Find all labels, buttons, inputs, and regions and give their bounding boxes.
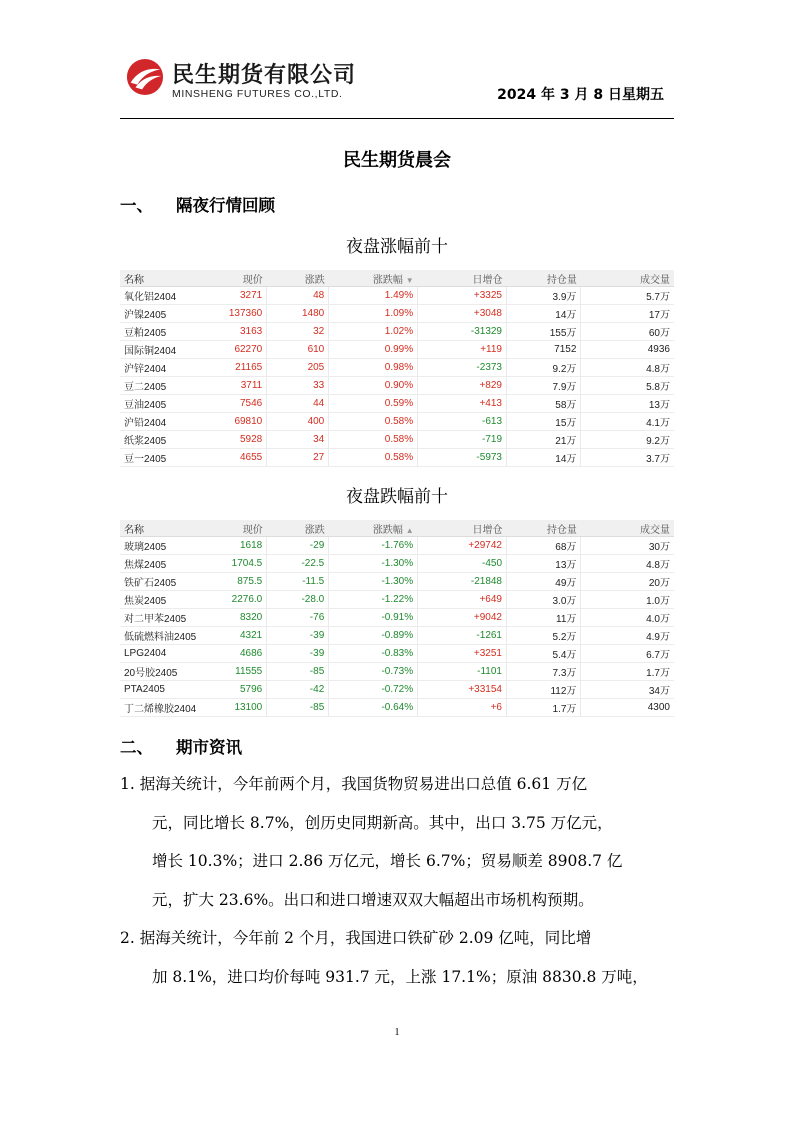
cell-change: -85 <box>267 663 329 681</box>
cell-open-interest: 155万 <box>507 323 581 341</box>
section-title: 期市资讯 <box>176 738 242 757</box>
table-row[interactable] <box>120 377 674 395</box>
cell-open-interest: 49万 <box>507 573 581 591</box>
cell-change: -28.0 <box>267 591 329 609</box>
minsheng-logo-icon <box>126 58 164 96</box>
cell-name: 低硫燃料油2405 <box>120 627 219 645</box>
cell-open-interest: 7.9万 <box>507 377 581 395</box>
cell-price: 137360 <box>219 305 267 323</box>
cell-volume: 4.8万 <box>581 359 674 377</box>
table-row[interactable] <box>120 627 674 645</box>
cell-oi-change: +29742 <box>418 537 507 555</box>
cell-oi-change: +3048 <box>418 305 507 323</box>
table-row[interactable] <box>120 323 674 341</box>
column-header-price[interactable]: 现价 <box>219 520 267 537</box>
cell-change: -11.5 <box>267 573 329 591</box>
cell-change: -29 <box>267 537 329 555</box>
cell-name: 豆粕2405 <box>120 323 219 341</box>
cell-price: 7546 <box>219 395 267 413</box>
table-row[interactable] <box>120 609 674 627</box>
cell-open-interest: 5.4万 <box>507 645 581 663</box>
cell-oi-change: -2373 <box>418 359 507 377</box>
cell-change-pct: 0.59% <box>329 395 418 413</box>
table-header-row <box>120 520 674 537</box>
cell-oi-change: +3325 <box>418 287 507 305</box>
news-item-2 <box>120 919 676 996</box>
section-title: 隔夜行情回顾 <box>176 196 275 215</box>
cell-change-pct: -0.73% <box>329 663 418 681</box>
table-row[interactable] <box>120 395 674 413</box>
cell-price: 21165 <box>219 359 267 377</box>
table-row[interactable] <box>120 431 674 449</box>
cell-oi-change: +649 <box>418 591 507 609</box>
cell-change: -39 <box>267 627 329 645</box>
cell-name: 焦煤2405 <box>120 555 219 573</box>
cell-change: 1480 <box>267 305 329 323</box>
cell-change-pct: 0.90% <box>329 377 418 395</box>
cell-price: 5796 <box>219 681 267 699</box>
cell-change-pct: -1.30% <box>329 555 418 573</box>
gainers-table <box>120 270 674 467</box>
header-divider <box>120 118 674 119</box>
losers-table <box>120 520 674 717</box>
table-row[interactable] <box>120 573 674 591</box>
column-header-open-interest[interactable]: 持仓量 <box>507 270 581 287</box>
table-row[interactable] <box>120 413 674 431</box>
cell-change-pct: -1.22% <box>329 591 418 609</box>
news-line: 元，同比增长 8.7%，创历史同期新高。其中，出口 3.75 万亿元， <box>152 813 613 832</box>
table-row[interactable] <box>120 681 674 699</box>
cell-price: 3711 <box>219 377 267 395</box>
column-header-change-pct[interactable] <box>329 270 418 287</box>
section-number: 二、 <box>120 738 153 757</box>
news-line: 1. 据海关统计，今年前两个月，我国货物贸易进出口总值 6.61 万亿 <box>120 775 588 793</box>
company-name-en: MINSHENG FUTURES CO.,LTD. <box>172 88 343 100</box>
table-row[interactable] <box>120 287 674 305</box>
cell-price: 13100 <box>219 699 267 717</box>
cell-change-pct: 1.49% <box>329 287 418 305</box>
cell-price: 62270 <box>219 341 267 359</box>
cell-oi-change: +9042 <box>418 609 507 627</box>
cell-name: 豆油2405 <box>120 395 219 413</box>
cell-open-interest: 1.7万 <box>507 699 581 717</box>
cell-open-interest: 5.2万 <box>507 627 581 645</box>
page-number: 1 <box>394 1027 400 1038</box>
cell-oi-change: +119 <box>418 341 507 359</box>
cell-volume: 9.2万 <box>581 431 674 449</box>
cell-volume: 6.7万 <box>581 645 674 663</box>
news-line: 增长 10.3%；进口 2.86 万亿元，增长 6.7%；贸易顺差 8908.7 亿 <box>152 852 623 870</box>
cell-volume: 17万 <box>581 305 674 323</box>
cell-open-interest: 68万 <box>507 537 581 555</box>
cell-volume: 13万 <box>581 395 674 413</box>
table-row[interactable] <box>120 555 674 573</box>
cell-volume: 1.0万 <box>581 591 674 609</box>
cell-oi-change: -5973 <box>418 449 507 467</box>
cell-change: -39 <box>267 645 329 663</box>
column-header-name[interactable]: 名称 <box>120 270 219 287</box>
cell-open-interest: 9.2万 <box>507 359 581 377</box>
cell-oi-change: -613 <box>418 413 507 431</box>
sort-desc-icon: ▼ <box>405 275 414 285</box>
table-row[interactable] <box>120 591 674 609</box>
cell-change-pct: -0.89% <box>329 627 418 645</box>
cell-change-pct: 0.58% <box>329 431 418 449</box>
cell-volume: 5.7万 <box>581 287 674 305</box>
section-heading-market-news <box>120 734 242 758</box>
table-header-row <box>120 270 674 287</box>
cell-open-interest: 21万 <box>507 431 581 449</box>
news-line: 2. 据海关统计，今年前 2 个月，我国进口铁矿砂 2.09 亿吨，同比增 <box>120 929 592 947</box>
cell-name: 豆二2405 <box>120 377 219 395</box>
cell-name: LPG2404 <box>120 645 219 663</box>
cell-change-pct: -0.72% <box>329 681 418 699</box>
cell-name: PTA2405 <box>120 681 219 699</box>
table-row[interactable] <box>120 663 674 681</box>
cell-oi-change: +829 <box>418 377 507 395</box>
column-header-oi-change[interactable]: 日增仓 <box>418 270 507 287</box>
page-header <box>120 52 674 118</box>
cell-name: 氧化铝2404 <box>120 287 219 305</box>
table-row[interactable] <box>120 645 674 663</box>
cell-volume: 34万 <box>581 681 674 699</box>
cell-name: 沪锌2404 <box>120 359 219 377</box>
cell-price: 8320 <box>219 609 267 627</box>
cell-name: 玻璃2405 <box>120 537 219 555</box>
cell-name: 20号胶2405 <box>120 663 219 681</box>
table-row[interactable] <box>120 537 674 555</box>
cell-change-pct: -0.83% <box>329 645 418 663</box>
cell-volume: 4300 <box>581 699 674 717</box>
cell-open-interest: 3.9万 <box>507 287 581 305</box>
cell-oi-change: -719 <box>418 431 507 449</box>
cell-price: 3163 <box>219 323 267 341</box>
cell-oi-change: -21848 <box>418 573 507 591</box>
cell-name: 丁二烯橡胶2404 <box>120 699 219 717</box>
cell-price: 69810 <box>219 413 267 431</box>
table-row[interactable] <box>120 359 674 377</box>
cell-volume: 1.7万 <box>581 663 674 681</box>
cell-price: 1704.5 <box>219 555 267 573</box>
news-line: 元，扩大 23.6%。出口和进口增速双双大幅超出市场机构预期。 <box>152 890 594 909</box>
cell-volume: 20万 <box>581 573 674 591</box>
column-header-change[interactable]: 涨跌 <box>267 520 329 537</box>
cell-name: 国际铜2404 <box>120 341 219 359</box>
cell-change-pct: -1.76% <box>329 537 418 555</box>
table-row[interactable] <box>120 341 674 359</box>
cell-change: -76 <box>267 609 329 627</box>
table-row[interactable] <box>120 699 674 717</box>
cell-open-interest: 58万 <box>507 395 581 413</box>
cell-change-pct: 0.99% <box>329 341 418 359</box>
cell-change: 610 <box>267 341 329 359</box>
cell-volume: 4.9万 <box>581 627 674 645</box>
column-header-oi-change[interactable]: 日增仓 <box>418 520 507 537</box>
column-header-name[interactable]: 名称 <box>120 520 219 537</box>
losers-table-title: 夜盘跌幅前十 <box>346 487 448 507</box>
company-logo <box>126 56 386 106</box>
cell-change: -22.5 <box>267 555 329 573</box>
column-header-label: 涨跌幅 <box>372 524 403 536</box>
cell-name: 沪铅2404 <box>120 413 219 431</box>
cell-change-pct: -1.30% <box>329 573 418 591</box>
column-header-volume[interactable]: 成交量 <box>581 520 674 537</box>
cell-change-pct: 1.02% <box>329 323 418 341</box>
cell-volume: 30万 <box>581 537 674 555</box>
column-header-change-pct[interactable] <box>329 520 418 537</box>
cell-oi-change: +3251 <box>418 645 507 663</box>
cell-volume: 60万 <box>581 323 674 341</box>
table-row[interactable] <box>120 449 674 467</box>
cell-change: 32 <box>267 323 329 341</box>
cell-oi-change: -450 <box>418 555 507 573</box>
cell-name: 豆一2405 <box>120 449 219 467</box>
cell-oi-change: -1101 <box>418 663 507 681</box>
cell-price: 4655 <box>219 449 267 467</box>
cell-price: 4321 <box>219 627 267 645</box>
column-header-open-interest[interactable]: 持仓量 <box>507 520 581 537</box>
cell-change: 34 <box>267 431 329 449</box>
cell-change: -85 <box>267 699 329 717</box>
cell-price: 11555 <box>219 663 267 681</box>
cell-name: 铁矿石2405 <box>120 573 219 591</box>
cell-change: -42 <box>267 681 329 699</box>
cell-name: 对二甲苯2405 <box>120 609 219 627</box>
cell-open-interest: 13万 <box>507 555 581 573</box>
cell-change-pct: 1.09% <box>329 305 418 323</box>
cell-open-interest: 11万 <box>507 609 581 627</box>
column-header-label: 涨跌幅 <box>372 274 403 286</box>
cell-volume: 3.7万 <box>581 449 674 467</box>
report-date: 2024 年 3 月 8 日星期五 <box>497 87 664 103</box>
section-heading-market-review <box>120 192 275 216</box>
news-item-1 <box>120 765 676 919</box>
cell-change-pct: -0.64% <box>329 699 418 717</box>
cell-change-pct: 0.58% <box>329 413 418 431</box>
cell-change-pct: 0.98% <box>329 359 418 377</box>
news-line: 加 8.1%，进口均价每吨 931.7 元，上涨 17.1%；原油 8830.8 万吨， <box>152 967 648 986</box>
table-row[interactable] <box>120 305 674 323</box>
cell-change: 400 <box>267 413 329 431</box>
cell-change: 27 <box>267 449 329 467</box>
column-header-change[interactable]: 涨跌 <box>267 270 329 287</box>
cell-change: 44 <box>267 395 329 413</box>
cell-price: 4686 <box>219 645 267 663</box>
cell-name: 焦炭2405 <box>120 591 219 609</box>
cell-oi-change: +6 <box>418 699 507 717</box>
cell-oi-change: -31329 <box>418 323 507 341</box>
gainers-table-title: 夜盘涨幅前十 <box>346 237 448 257</box>
cell-price: 3271 <box>219 287 267 305</box>
column-header-volume[interactable]: 成交量 <box>581 270 674 287</box>
cell-open-interest: 3.0万 <box>507 591 581 609</box>
cell-price: 1618 <box>219 537 267 555</box>
column-header-price[interactable]: 现价 <box>219 270 267 287</box>
cell-change: 33 <box>267 377 329 395</box>
cell-volume: 4.8万 <box>581 555 674 573</box>
document-title: 民生期货晨会 <box>343 150 451 171</box>
cell-open-interest: 7152 <box>507 341 581 359</box>
cell-price: 2276.0 <box>219 591 267 609</box>
cell-open-interest: 7.3万 <box>507 663 581 681</box>
cell-volume: 4.0万 <box>581 609 674 627</box>
cell-change-pct: -0.91% <box>329 609 418 627</box>
cell-oi-change: -1261 <box>418 627 507 645</box>
cell-change: 205 <box>267 359 329 377</box>
cell-change: 48 <box>267 287 329 305</box>
sort-asc-icon: ▲ <box>405 525 414 535</box>
cell-change-pct: 0.58% <box>329 449 418 467</box>
cell-name: 沪镍2405 <box>120 305 219 323</box>
cell-open-interest: 14万 <box>507 305 581 323</box>
cell-volume: 5.8万 <box>581 377 674 395</box>
cell-price: 875.5 <box>219 573 267 591</box>
section-number: 一、 <box>120 196 153 215</box>
cell-oi-change: +33154 <box>418 681 507 699</box>
cell-open-interest: 112万 <box>507 681 581 699</box>
cell-oi-change: +413 <box>418 395 507 413</box>
cell-volume: 4936 <box>581 341 674 359</box>
gainers-table-body <box>120 287 674 467</box>
cell-open-interest: 14万 <box>507 449 581 467</box>
company-name-cn: 民生期货有限公司 <box>172 63 357 88</box>
cell-open-interest: 15万 <box>507 413 581 431</box>
cell-volume: 4.1万 <box>581 413 674 431</box>
cell-price: 5928 <box>219 431 267 449</box>
losers-table-body <box>120 537 674 717</box>
cell-name: 纸浆2405 <box>120 431 219 449</box>
